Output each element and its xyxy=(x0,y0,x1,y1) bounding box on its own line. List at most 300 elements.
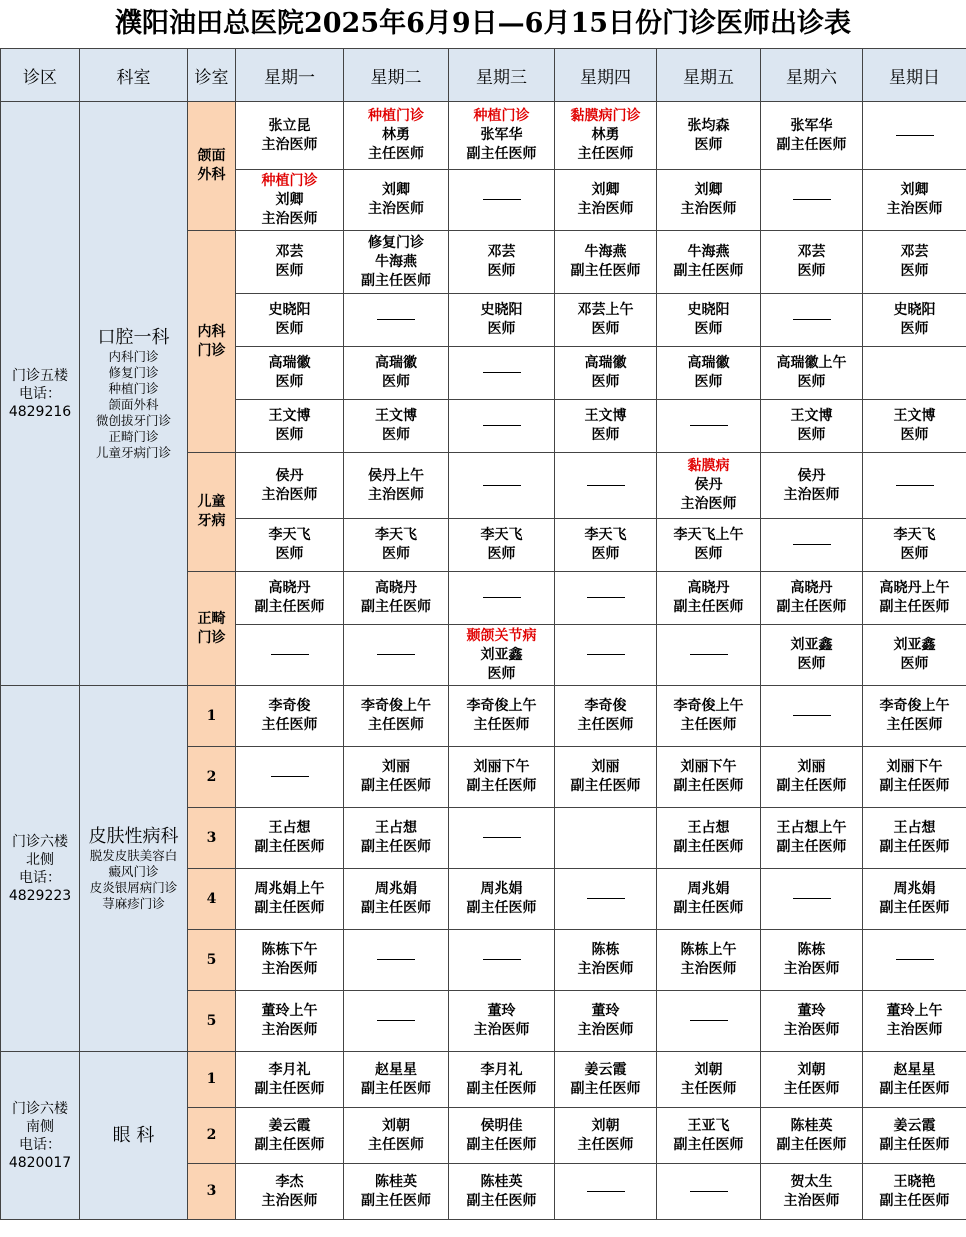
doctor-line: 副主任医师 xyxy=(879,778,950,794)
doctor-line: 副主任医师 xyxy=(879,1080,950,1097)
doctor-cell xyxy=(344,1052,449,1108)
doctor-line: 主任医师 xyxy=(680,717,737,733)
doctor-cell xyxy=(344,1108,449,1164)
doctor-cell xyxy=(555,625,657,686)
doctor-line: 副主任医师 xyxy=(466,1136,537,1153)
doctor-cell xyxy=(236,1108,344,1164)
doctor-cell xyxy=(863,1164,966,1220)
doctor-line: 医师 xyxy=(591,427,620,443)
dept-sub-clinic: 内科门诊 xyxy=(108,348,159,364)
doctor-line: 副主任医师 xyxy=(673,263,744,279)
doctor-cell xyxy=(863,519,966,572)
doctor-cell xyxy=(863,625,966,686)
doctor-cell xyxy=(555,869,657,930)
header-cell: 星期三 xyxy=(449,49,555,102)
doctor-line: 陈栋 xyxy=(797,942,826,958)
unavailable-dash xyxy=(587,654,625,655)
doctor-line: 医师 xyxy=(797,427,826,443)
doctor-line: 李奇俊上午 xyxy=(673,698,744,714)
doctor-cell xyxy=(657,572,761,625)
doctor-line: 张军华 xyxy=(790,117,833,134)
unavailable-dash xyxy=(483,959,521,960)
doctor-line: 副主任医师 xyxy=(776,1136,847,1153)
doctor-line: 副主任医师 xyxy=(673,599,744,615)
doctor-line: 李天飞 xyxy=(893,527,936,543)
doctor-cell xyxy=(344,686,449,747)
doctor-cell xyxy=(555,808,657,869)
doctor-line: 主任医师 xyxy=(577,717,634,733)
doctor-line: 史晓阳 xyxy=(687,302,730,318)
doctor-line: 邓芸 xyxy=(275,244,304,260)
doctor-cell xyxy=(449,1108,555,1164)
doctor-line: 刘丽 xyxy=(591,759,620,775)
doctor-line: 主任医师 xyxy=(577,1136,634,1153)
doctor-cell xyxy=(449,170,555,231)
doctor-cell xyxy=(657,686,761,747)
doctor-line: 主治医师 xyxy=(680,961,737,977)
doctor-line: 副主任医师 xyxy=(776,778,847,794)
clinic-type-label: 种植门诊 xyxy=(261,172,318,189)
unavailable-dash xyxy=(793,544,831,545)
doctor-cell xyxy=(863,808,966,869)
unavailable-dash xyxy=(793,715,831,716)
doctor-cell xyxy=(555,1164,657,1220)
doctor-line: 副主任医师 xyxy=(466,1080,537,1097)
doctor-cell xyxy=(449,294,555,347)
doctor-cell xyxy=(344,869,449,930)
dept-name: 皮肤性病科 xyxy=(88,825,179,847)
doctor-cell xyxy=(449,1052,555,1108)
doctor-line: 副主任医师 xyxy=(254,839,325,855)
doctor-line: 副主任医师 xyxy=(466,1192,537,1209)
doctor-line: 张军华 xyxy=(480,127,523,143)
room-cell: 4 xyxy=(188,869,236,930)
doctor-line: 刘丽下午 xyxy=(680,759,737,775)
doctor-cell xyxy=(236,930,344,991)
header-cell: 星期四 xyxy=(555,49,657,102)
dept-sub-clinic: 颌面外科 xyxy=(108,396,159,412)
dept-sub-clinic: 荨麻疹门诊 xyxy=(102,895,165,911)
dept-sub-clinic: 脱发皮肤美容白 xyxy=(89,847,178,863)
doctor-cell xyxy=(236,686,344,747)
doctor-line: 陈栋上午 xyxy=(680,942,737,958)
doctor-line: 副主任医师 xyxy=(254,900,325,916)
doctor-cell xyxy=(344,102,449,170)
doctor-line: 史晓阳 xyxy=(893,302,936,318)
doctor-line: 医师 xyxy=(275,427,304,443)
doctor-line: 董玲 xyxy=(487,1003,516,1019)
doctor-cell xyxy=(657,519,761,572)
doctor-line: 林勇 xyxy=(591,127,620,143)
doctor-line: 邓芸上午 xyxy=(577,302,634,318)
clinic-type-label: 种植门诊 xyxy=(473,108,530,124)
doctor-line: 主治医师 xyxy=(261,961,318,977)
doctor-line: 侯丹 xyxy=(275,467,304,484)
doctor-cell xyxy=(236,625,344,686)
doctor-line: 刘亚鑫 xyxy=(480,646,523,663)
doctor-cell xyxy=(344,170,449,231)
doctor-cell xyxy=(236,294,344,347)
doctor-line: 姜云霞 xyxy=(268,1117,311,1134)
room-cell: 2 xyxy=(188,747,236,808)
doctor-line: 刘亚鑫 xyxy=(893,637,936,653)
doctor-line: 李杰 xyxy=(275,1173,304,1190)
doctor-line: 主治医师 xyxy=(473,1022,530,1038)
doctor-cell xyxy=(657,170,761,231)
doctor-cell xyxy=(657,747,761,808)
doctor-line: 王占想 xyxy=(268,820,311,836)
doctor-line: 副主任医师 xyxy=(673,839,744,855)
doctor-line: 医师 xyxy=(694,136,723,153)
doctor-cell xyxy=(555,400,657,453)
doctor-line: 刘丽下午 xyxy=(473,759,530,775)
doctor-cell xyxy=(657,625,761,686)
header-cell: 星期一 xyxy=(236,49,344,102)
doctor-line: 副主任医师 xyxy=(879,1136,950,1153)
room-cell: 5 xyxy=(188,930,236,991)
doctor-cell xyxy=(555,170,657,231)
doctor-line: 主治医师 xyxy=(886,1022,943,1038)
doctor-line: 医师 xyxy=(797,374,826,390)
doctor-cell xyxy=(555,453,657,519)
unavailable-dash xyxy=(793,898,831,899)
doctor-cell xyxy=(449,625,555,686)
doctor-line: 医师 xyxy=(487,665,516,682)
doctor-line: 王占想 xyxy=(893,820,936,836)
doctor-cell xyxy=(863,1108,966,1164)
doctor-line: 林勇 xyxy=(382,127,410,143)
doctor-line: 副主任医师 xyxy=(776,839,847,855)
doctor-cell xyxy=(761,294,863,347)
doctor-line: 副主任医师 xyxy=(673,900,744,916)
doctor-line: 刘朝 xyxy=(797,1061,826,1078)
doctor-line: 李奇俊上午 xyxy=(361,698,431,714)
unavailable-dash xyxy=(271,654,309,655)
doctor-line: 董玲 xyxy=(797,1003,826,1019)
doctor-cell xyxy=(344,1164,449,1220)
doctor-cell xyxy=(761,747,863,808)
doctor-line: 李天飞上午 xyxy=(673,527,744,543)
doctor-line: 史晓阳 xyxy=(480,302,523,318)
doctor-line: 高瑞徽 xyxy=(268,355,311,371)
doctor-line: 主治医师 xyxy=(261,210,318,227)
doctor-cell xyxy=(236,519,344,572)
doctor-cell xyxy=(761,930,863,991)
unavailable-dash xyxy=(377,654,415,655)
unavailable-dash xyxy=(690,425,728,426)
header-cell: 诊室 xyxy=(188,49,236,102)
doctor-line: 副主任医师 xyxy=(466,778,537,794)
unavailable-dash xyxy=(690,654,728,655)
unavailable-dash xyxy=(587,898,625,899)
doctor-cell xyxy=(236,453,344,519)
schedule-row xyxy=(1,102,966,170)
doctor-cell xyxy=(761,808,863,869)
doctor-line: 副主任医师 xyxy=(361,1080,431,1097)
unavailable-dash xyxy=(483,199,521,200)
doctor-cell xyxy=(344,625,449,686)
doctor-line: 刘朝 xyxy=(591,1117,620,1134)
doctor-line: 刘卿 xyxy=(694,182,723,198)
doctor-line: 副主任医师 xyxy=(879,900,950,916)
doctor-cell xyxy=(863,170,966,231)
doctor-line: 陈栋 xyxy=(591,942,620,958)
doctor-cell xyxy=(657,231,761,294)
schedule-row xyxy=(1,686,966,747)
doctor-line: 主治医师 xyxy=(261,486,318,503)
doctor-cell xyxy=(761,102,863,170)
unavailable-dash xyxy=(793,199,831,200)
doctor-cell xyxy=(344,294,449,347)
doctor-line: 高晓丹 xyxy=(790,580,833,596)
zone-cell: 门诊六楼 北侧 电话： 4829223 xyxy=(1,686,80,1052)
dept-cell xyxy=(80,102,188,686)
room-cell: 颌面 外科 xyxy=(188,102,236,231)
doctor-line: 医师 xyxy=(275,321,304,337)
doctor-line: 副主任医师 xyxy=(776,599,847,615)
doctor-cell xyxy=(761,453,863,519)
doctor-line: 王占想 xyxy=(687,820,730,836)
doctor-line: 李奇俊上午 xyxy=(879,698,950,714)
doctor-line: 高晓丹 xyxy=(687,580,730,596)
doctor-line: 医师 xyxy=(797,656,826,672)
doctor-cell xyxy=(555,1052,657,1108)
doctor-cell xyxy=(657,808,761,869)
doctor-line: 主治医师 xyxy=(783,1192,840,1209)
zone-cell: 门诊五楼 电话： 4829216 xyxy=(1,102,80,686)
doctor-cell xyxy=(236,347,344,400)
doctor-cell xyxy=(863,747,966,808)
clinic-type-label: 种植门诊 xyxy=(368,108,424,124)
doctor-line: 刘亚鑫 xyxy=(790,637,833,653)
schedule-table xyxy=(0,48,966,1220)
doctor-cell xyxy=(449,869,555,930)
doctor-cell xyxy=(657,991,761,1052)
zone-cell: 门诊六楼 南侧 电话： 4820017 xyxy=(1,1052,80,1220)
doctor-cell xyxy=(449,991,555,1052)
doctor-line: 医师 xyxy=(900,656,929,672)
doctor-line: 副主任医师 xyxy=(879,599,950,615)
clinic-type-label: 颞颌关节病 xyxy=(466,627,537,644)
doctor-line: 王占想上午 xyxy=(776,820,847,836)
room-cell: 正畸 门诊 xyxy=(188,572,236,686)
doctor-line: 李天飞 xyxy=(584,527,627,543)
doctor-cell xyxy=(761,231,863,294)
doctor-line: 主任医师 xyxy=(783,1080,840,1097)
unavailable-dash xyxy=(483,485,521,486)
doctor-line: 副主任医师 xyxy=(361,272,431,289)
doctor-line: 副主任医师 xyxy=(361,839,431,855)
doctor-cell xyxy=(344,572,449,625)
doctor-cell xyxy=(236,572,344,625)
doctor-line: 副主任医师 xyxy=(361,900,431,916)
doctor-line: 侯丹 xyxy=(797,467,826,484)
doctor-cell xyxy=(555,102,657,170)
doctor-line: 副主任医师 xyxy=(254,1136,325,1153)
unavailable-dash xyxy=(483,837,521,838)
doctor-line: 李奇俊 xyxy=(584,698,627,714)
doctor-line: 副主任医师 xyxy=(570,1080,641,1097)
doctor-cell xyxy=(761,170,863,231)
unavailable-dash xyxy=(483,425,521,426)
doctor-cell xyxy=(657,102,761,170)
doctor-cell xyxy=(761,686,863,747)
doctor-cell xyxy=(449,1164,555,1220)
unavailable-dash xyxy=(896,485,934,486)
doctor-line: 医师 xyxy=(487,263,516,279)
unavailable-dash xyxy=(483,372,521,373)
doctor-line: 主治医师 xyxy=(783,1022,840,1038)
doctor-cell xyxy=(449,102,555,170)
doctor-line: 主任医师 xyxy=(368,717,424,733)
doctor-line: 李天飞 xyxy=(480,527,523,543)
room-cell: 3 xyxy=(188,1164,236,1220)
doctor-line: 医师 xyxy=(382,546,410,562)
doctor-cell xyxy=(657,453,761,519)
doctor-cell xyxy=(344,400,449,453)
doctor-line: 刘卿 xyxy=(382,182,410,198)
header-row xyxy=(1,49,966,102)
doctor-cell xyxy=(236,747,344,808)
doctor-line: 史晓阳 xyxy=(268,302,311,318)
doctor-cell xyxy=(344,930,449,991)
room-cell: 1 xyxy=(188,686,236,747)
doctor-cell xyxy=(657,347,761,400)
doctor-line: 赵星星 xyxy=(893,1061,936,1078)
doctor-line: 主治医师 xyxy=(368,201,424,217)
doctor-cell xyxy=(236,231,344,294)
doctor-line: 主任医师 xyxy=(368,146,424,162)
header-cell: 星期六 xyxy=(761,49,863,102)
doctor-cell xyxy=(555,930,657,991)
doctor-line: 高晓丹 xyxy=(268,580,311,596)
doctor-cell xyxy=(863,1052,966,1108)
doctor-line: 医师 xyxy=(694,374,723,390)
doctor-line: 侯明佳 xyxy=(480,1117,523,1134)
doctor-cell xyxy=(236,1164,344,1220)
doctor-line: 高瑞徽 xyxy=(584,355,627,371)
doctor-cell xyxy=(449,572,555,625)
doctor-cell xyxy=(344,453,449,519)
doctor-cell xyxy=(863,572,966,625)
doctor-cell xyxy=(555,747,657,808)
doctor-line: 姜云霞 xyxy=(584,1061,627,1078)
doctor-line: 王文博 xyxy=(584,408,627,424)
doctor-cell xyxy=(449,930,555,991)
doctor-line: 副主任医师 xyxy=(673,778,744,794)
doctor-cell xyxy=(761,1052,863,1108)
doctor-line: 贺太生 xyxy=(790,1173,833,1190)
doctor-line: 医师 xyxy=(275,374,304,390)
doctor-cell xyxy=(236,991,344,1052)
doctor-cell xyxy=(449,231,555,294)
doctor-cell xyxy=(555,686,657,747)
dept-sub-clinic: 修复门诊 xyxy=(108,364,159,380)
room-cell: 3 xyxy=(188,808,236,869)
doctor-cell xyxy=(761,347,863,400)
doctor-line: 刘卿 xyxy=(900,182,929,198)
doctor-line: 侯丹 xyxy=(694,477,723,493)
doctor-cell xyxy=(761,1108,863,1164)
doctor-line: 刘丽下午 xyxy=(886,759,943,775)
doctor-line: 周兆娟 xyxy=(480,881,523,897)
doctor-cell xyxy=(449,453,555,519)
doctor-cell xyxy=(863,869,966,930)
room-cell: 内科 门诊 xyxy=(188,231,236,453)
doctor-line: 副主任医师 xyxy=(466,900,537,916)
doctor-line: 张立昆 xyxy=(268,117,311,134)
dept-sub-clinic: 皮炎银屑病门诊 xyxy=(89,879,178,895)
doctor-line: 主任医师 xyxy=(261,717,318,733)
dept-sub-clinic: 癜风门诊 xyxy=(108,863,159,879)
doctor-line: 医师 xyxy=(900,546,929,562)
doctor-line: 王文博 xyxy=(375,408,417,424)
doctor-line: 陈栋下午 xyxy=(261,942,318,958)
doctor-line: 医师 xyxy=(487,546,516,562)
unavailable-dash xyxy=(587,597,625,598)
doctor-line: 医师 xyxy=(797,263,826,279)
dept-name: 口腔一科 xyxy=(97,326,170,348)
header-cell: 星期五 xyxy=(657,49,761,102)
doctor-line: 李奇俊上午 xyxy=(466,698,537,714)
doctor-line: 刘卿 xyxy=(591,182,620,198)
dept-sub-clinic: 儿童牙病门诊 xyxy=(95,444,171,460)
header-cell: 诊区 xyxy=(1,49,80,102)
doctor-line: 高晓丹 xyxy=(375,580,417,596)
doctor-cell xyxy=(555,231,657,294)
doctor-cell xyxy=(344,808,449,869)
doctor-line: 邓芸 xyxy=(797,244,826,260)
doctor-cell xyxy=(761,991,863,1052)
doctor-cell xyxy=(863,686,966,747)
doctor-line: 主任医师 xyxy=(680,1080,737,1097)
doctor-cell xyxy=(236,400,344,453)
doctor-line: 高晓丹上午 xyxy=(879,580,950,596)
doctor-line: 主治医师 xyxy=(680,201,737,217)
doctor-line: 李奇俊 xyxy=(268,698,311,714)
doctor-line: 高瑞徽 xyxy=(375,355,417,371)
dept-cell xyxy=(80,1052,188,1220)
doctor-line: 周兆娟 xyxy=(893,881,936,897)
doctor-cell xyxy=(657,400,761,453)
doctor-line: 主治医师 xyxy=(577,961,634,977)
doctor-line: 医师 xyxy=(900,427,929,443)
doctor-line: 医师 xyxy=(694,321,723,337)
doctor-line: 主任医师 xyxy=(473,717,530,733)
doctor-line: 高瑞徽上午 xyxy=(776,355,847,371)
dept-cell xyxy=(80,686,188,1052)
doctor-line: 董玲上午 xyxy=(261,1003,318,1019)
doctor-cell xyxy=(236,869,344,930)
doctor-line: 刘朝 xyxy=(382,1117,410,1134)
unavailable-dash xyxy=(377,959,415,960)
doctor-line: 主治医师 xyxy=(261,1192,318,1209)
doctor-line: 主治医师 xyxy=(261,136,318,153)
doctor-line: 王文博 xyxy=(893,408,936,424)
doctor-line: 副主任医师 xyxy=(570,263,641,279)
doctor-cell xyxy=(863,231,966,294)
doctor-line: 王占想 xyxy=(375,820,417,836)
dept-name: 眼 科 xyxy=(112,1124,155,1146)
doctor-line: 医师 xyxy=(900,321,929,337)
doctor-line: 陈桂英 xyxy=(375,1173,417,1190)
doctor-cell xyxy=(344,231,449,294)
doctor-line: 王文博 xyxy=(790,408,833,424)
doctor-line: 姜云霞 xyxy=(893,1117,936,1134)
doctor-cell xyxy=(236,1052,344,1108)
doctor-line: 医师 xyxy=(694,546,723,562)
doctor-line: 周兆娟 xyxy=(375,881,417,897)
